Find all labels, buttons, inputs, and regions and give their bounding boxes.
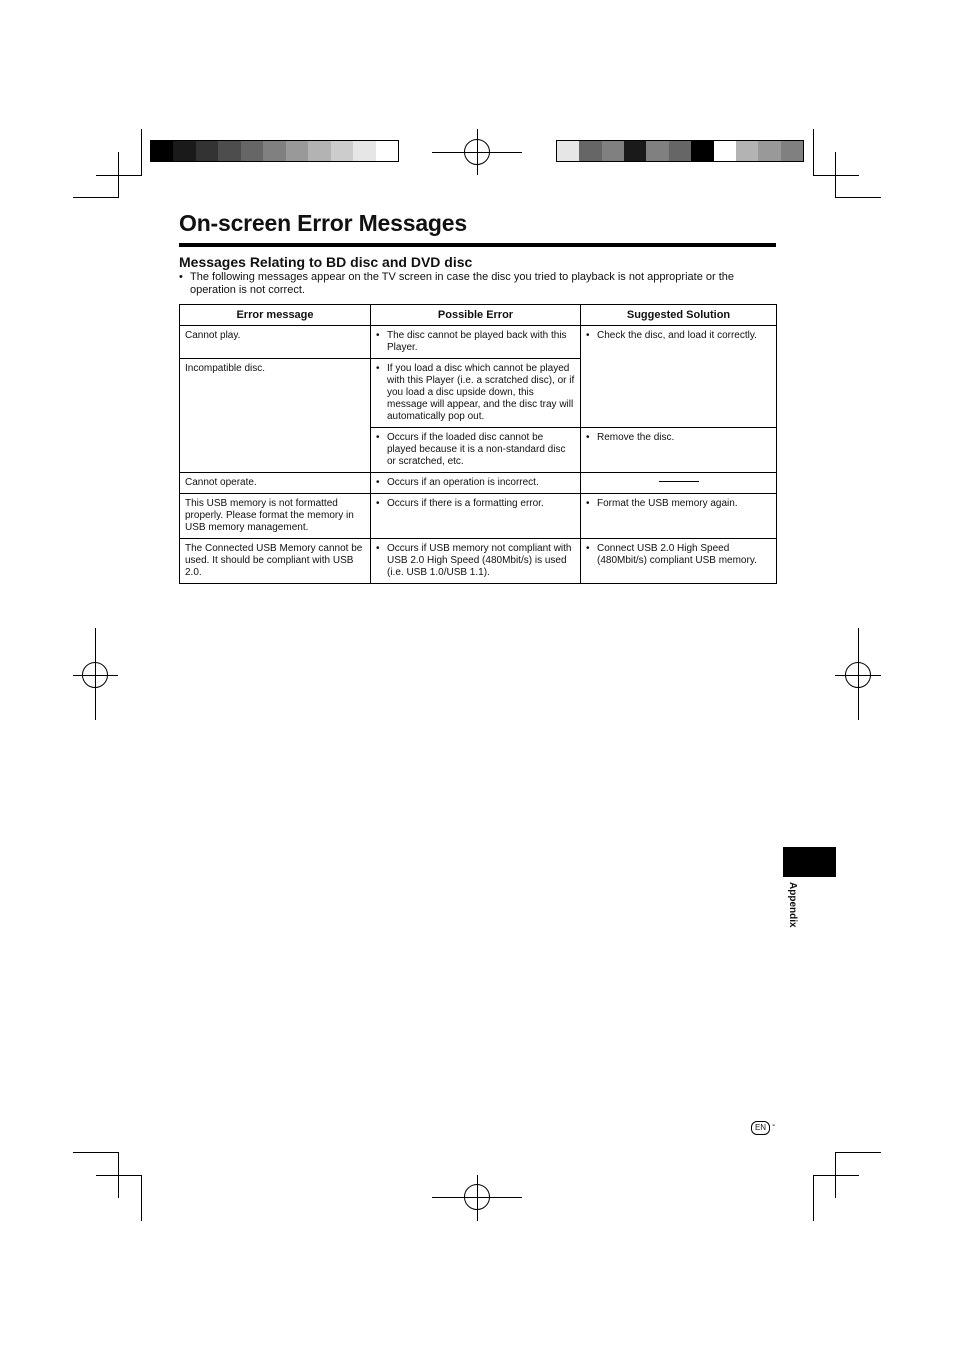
swatch [758, 141, 780, 161]
swatch [218, 141, 240, 161]
section-heading: Messages Relating to BD disc and DVD disc [179, 254, 473, 270]
header-suggested-solution: Suggested Solution [581, 305, 777, 326]
bullet: • [376, 543, 380, 554]
swatch [308, 141, 330, 161]
header-error-message: Error message [180, 305, 371, 326]
bullet: • [179, 271, 183, 283]
error-text: Occurs if the loaded disc cannot be played because it is a non-standard disc or scratched, etc. [387, 432, 566, 467]
crop-mark [73, 197, 119, 198]
crop-mark [141, 1175, 142, 1221]
cell-message: Cannot play. [180, 326, 371, 359]
crop-mark [813, 175, 859, 176]
swatch [736, 141, 758, 161]
swatch [263, 141, 285, 161]
cell-message: The Connected USB Memory cannot be used. It should be compliant with USB 2.0. [180, 539, 371, 584]
error-text: The disc cannot be played back with this Player. [387, 330, 567, 353]
bullet: • [376, 432, 380, 443]
crop-mark [835, 1152, 881, 1153]
solution-text: Connect USB 2.0 High Speed (480Mbit/s) compliant USB memory. [597, 543, 757, 566]
swatch [714, 141, 736, 161]
crop-mark [73, 1152, 119, 1153]
swatch [353, 141, 375, 161]
crop-mark [813, 129, 814, 175]
swatch [241, 141, 263, 161]
bullet: • [376, 498, 380, 509]
bullet: • [586, 330, 590, 341]
cell-message: Incompatible disc. [180, 359, 371, 473]
crop-mark [813, 1175, 859, 1176]
table-row [180, 473, 777, 494]
error-text: Occurs if USB memory not compliant with USB 2.0 High Speed (480Mbit/s) is used (i.e. USB 1.0/USB 1.1). [387, 543, 572, 578]
crop-mark [141, 129, 142, 175]
error-text: Occurs if an operation is incorrect. [387, 477, 539, 488]
section-tab-marker [783, 847, 836, 877]
swatch [691, 141, 713, 161]
swatch [331, 141, 353, 161]
table-row [180, 539, 777, 584]
cell-error [371, 359, 581, 428]
crop-mark [96, 175, 142, 176]
swatch [151, 141, 173, 161]
crop-mark [813, 1175, 814, 1221]
no-solution-dash [659, 481, 699, 482]
cell-message: This USB memory is not formatted properly. Please format the memory in USB memory management. [180, 494, 371, 539]
page-number-dash: - [772, 1120, 776, 1131]
intro-paragraph [179, 271, 779, 297]
swatch [781, 141, 803, 161]
cell-solution [581, 326, 777, 428]
cell-error [371, 539, 581, 584]
swatch [624, 141, 646, 161]
cell-error [371, 473, 581, 494]
swatch [286, 141, 308, 161]
solution-text: Check the disc, and load it correctly. [597, 330, 757, 341]
cell-solution [581, 428, 777, 473]
swatch [173, 141, 195, 161]
bullet: • [376, 363, 380, 374]
intro-text: The following messages appear on the TV screen in case the disc you tried to playback is not appropriate or the operation is not correct. [190, 271, 734, 296]
color-bar-right [556, 140, 804, 162]
crop-mark [96, 1175, 142, 1176]
cell-solution [581, 539, 777, 584]
bullet: • [586, 498, 590, 509]
cell-error [371, 428, 581, 473]
bullet: • [586, 432, 590, 443]
error-text: Occurs if there is a formatting error. [387, 498, 544, 509]
cell-solution [581, 494, 777, 539]
side-tab-label: Appendix [787, 882, 798, 928]
table-row [180, 326, 777, 359]
solution-text: Format the USB memory again. [597, 498, 738, 509]
swatch [557, 141, 579, 161]
swatch [669, 141, 691, 161]
error-messages-table [179, 304, 777, 584]
page-title: On-screen Error Messages [179, 210, 467, 236]
error-text: If you load a disc which cannot be played with this Player (i.e. a scratched disc), or if you load a disc upside down, this message will appear, and the disc tray will automatically pop out. [387, 363, 575, 422]
table-row [180, 494, 777, 539]
crop-mark [835, 197, 881, 198]
color-bar-left [150, 140, 399, 162]
cell-error [371, 326, 581, 359]
bullet: • [376, 330, 380, 341]
header-possible-error: Possible Error [371, 305, 581, 326]
swatch [196, 141, 218, 161]
swatch [376, 141, 398, 161]
cell-solution-empty [581, 473, 777, 494]
cell-message: Cannot operate. [180, 473, 371, 494]
swatch [646, 141, 668, 161]
cell-error [371, 494, 581, 539]
swatch [602, 141, 624, 161]
title-rule [179, 243, 776, 247]
bullet: • [586, 543, 590, 554]
language-badge: EN [751, 1121, 770, 1135]
swatch [579, 141, 601, 161]
table-header-row [180, 305, 777, 326]
bullet: • [376, 477, 380, 488]
solution-text: Remove the disc. [597, 432, 675, 443]
